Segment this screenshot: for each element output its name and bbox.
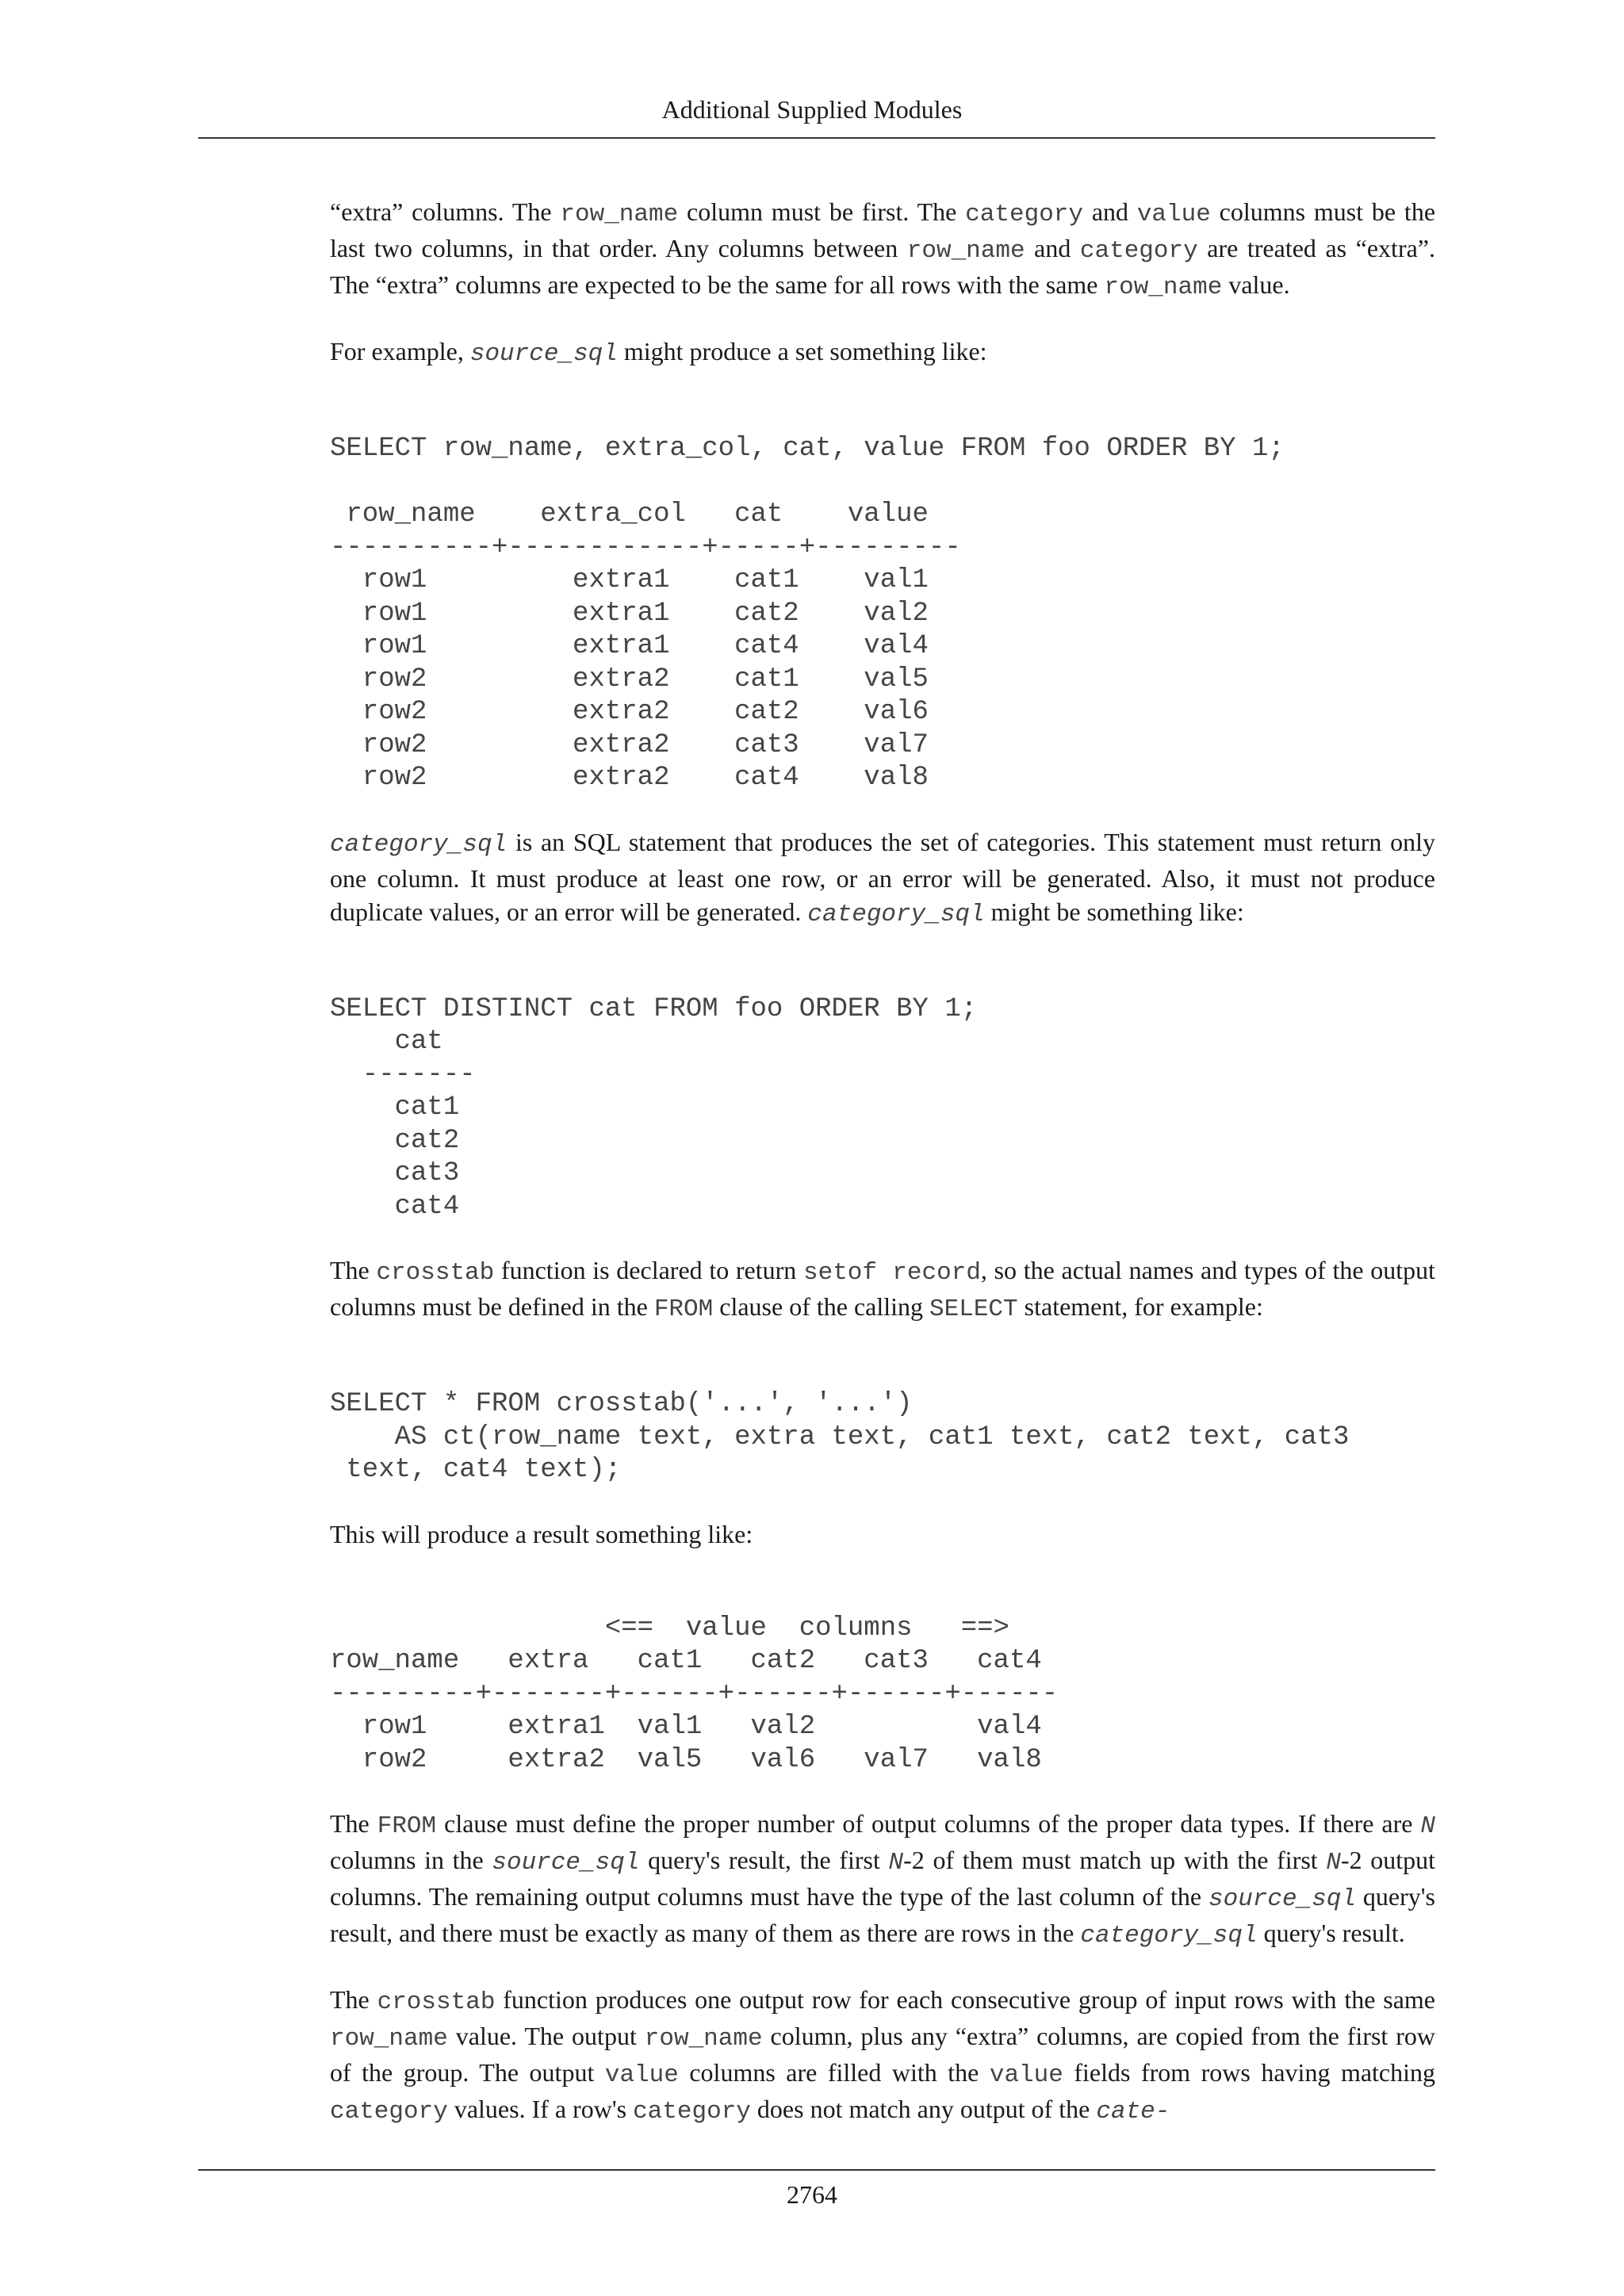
inline-code-italic: category_sql [330,830,508,859]
inline-code: FROM [653,1295,714,1323]
inline-code-italic: source_sql [469,340,618,368]
inline-code: crosstab [376,1259,495,1287]
inline-code-italic: category_sql [1080,1922,1258,1950]
inline-code-italic: source_sql [1208,1885,1357,1913]
paragraph-category-sql: category_sql is an SQL statement that produces the set of categories. This statement must return only one column. It must produce at least one row, or an error will be generated. Also, it must not produce duplicate values, or an error will be generated. category_sql might be something like: [330,827,1435,928]
code-block-category-sql: SELECT DISTINCT cat FROM foo ORDER BY 1; cat ------- cat1 cat2 cat3 cat4 [330,993,978,1222]
inline-code: category [330,2098,448,2126]
page-number: 2764 [787,2180,837,2209]
inline-code-italic: category_sql [807,900,985,928]
paragraph-result-intro: This will produce a result something like: [330,1519,753,1548]
inline-code-italic: N [888,1849,904,1877]
inline-code: category [1079,237,1198,265]
inline-code: value [604,2061,679,2089]
footer-rule [198,2169,1435,2171]
inline-code: category [633,2098,751,2126]
code-block-result-table: <== value columns ==> row_name extra cat1 cat2 cat3 cat4 ---------+-------+------+------+------+------ row1 extra1 val1 val2 val4 row2 extra2 val5 val6 val7 val8 [330,1613,1059,1775]
inline-code: value [989,2061,1063,2089]
inline-code: crosstab [377,1988,496,2016]
paragraph-setof-record: The crosstab function is declared to return setof record, so the actual names and types of the output columns must be defined in the FROM clause of the calling SELECT statement, for example: [330,1256,1436,1323]
paragraph-extra-columns: “extra” columns. The row_name column must be first. The category and value columns must be the last two columns, in that order. Any columns between row_name and category are treated as “extra”. The “extra” columns are expected to be the same for all rows with the same row_name value. [330,197,1436,301]
inline-code-italic: N [1420,1812,1435,1840]
inline-code: setof record [803,1259,981,1287]
inline-code-italic: source_sql [492,1849,640,1877]
inline-code: row_name [560,201,679,228]
inline-code: row_name [1104,274,1223,301]
inline-code: row_name [644,2025,763,2053]
header-rule [198,137,1435,139]
inline-code: SELECT [929,1295,1018,1323]
inline-code: FROM [377,1812,437,1840]
inline-code: row_name [330,2025,448,2053]
inline-code-italic: N [1326,1849,1341,1877]
inline-code: value [1136,201,1211,228]
paragraph-from-clause: The FROM clause must define the proper number of output columns of the proper data types. If there are N columns in the source_sql query's result, the first N-2 of them must match up with the first N-2 output columns. The remaining output columns must have the type of the last column of the source_sql query's result, and there must be exactly as many of them as there are rows in the category_sql query's result. [330,1809,1436,1950]
inline-code: category [965,201,1084,228]
inline-code: row_name [906,237,1025,265]
paragraph-crosstab-output: The crosstab function produces one output row for each consecutive group of input rows with the same row_name value. The output row_name column, plus any “extra” columns, are copied from the first row of the group. The output value columns are filled with the value fields from rows having matching category values. If a row's category does not match any output of the cate- [330,1985,1436,2126]
inline-code-italic: cate- [1096,2098,1170,2126]
running-header: Additional Supplied Modules [661,95,963,124]
code-block-source-sql: SELECT row_name, extra_col, cat, value FROM foo ORDER BY 1; row_name extra_col cat value ----------+------------+-----+--------- row1 extra1 cat1 val1 row1 extra1 cat2 val2 row1 extra1 cat4 val4 row2 extra2 cat1 val5 row2 extra2 cat2 val6 row2 extra2 cat3 val7 row2 extra2 cat4 val8 [330,434,1285,793]
code-block-crosstab-call: SELECT * FROM crosstab('...', '...') AS ct(row_name text, extra text, cat1 text, cat2 text, cat3 text, cat4 text); [330,1389,1350,1485]
paragraph-example-intro: For example, source_sql might produce a set something like: [330,337,987,368]
page-content [330,195,1435,2129]
